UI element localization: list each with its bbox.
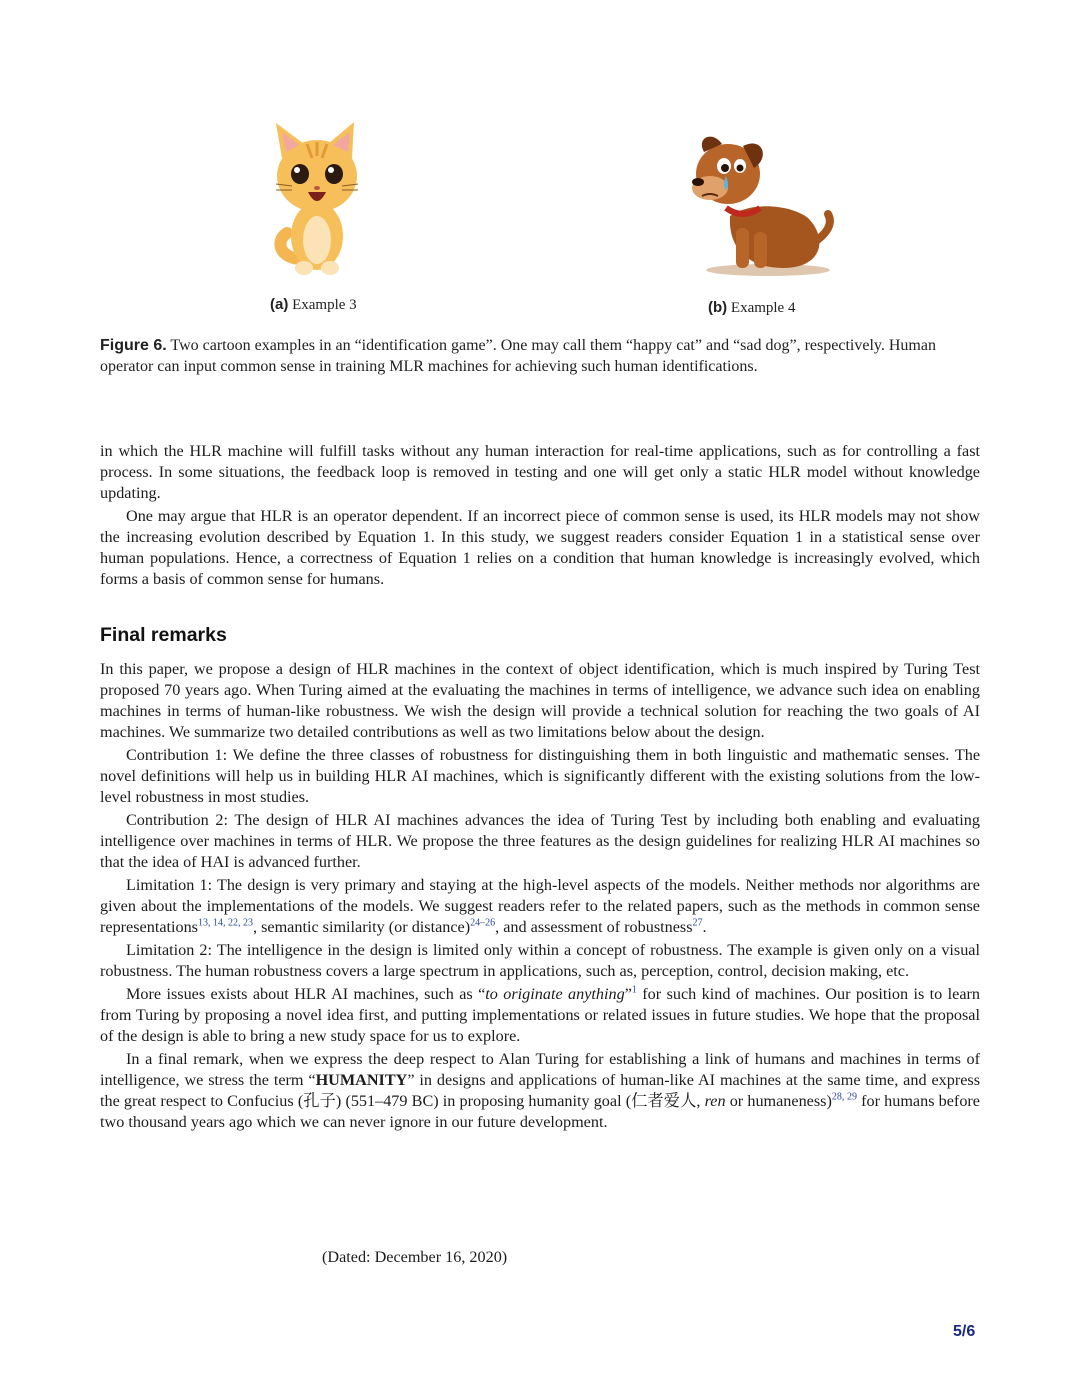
text: ” in designs and applications of human-like AI machines at the same time, and express the great respect to Confucius (孔子) (551–479 BC) in proposing humanity goal (仁者爱人, — [100, 1071, 980, 1110]
subfigure-b-label: (b) — [708, 299, 728, 316]
final-remarks-body — [100, 659, 980, 1135]
figure-6b-dog-image — [688, 128, 836, 278]
subfigure-a-label: (a) — [270, 296, 289, 313]
figure-6a-cat-image — [262, 118, 380, 283]
paragraph: Limitation 2: The intelligence in the design is limited only within a concept of robustness. The example is given only on a visual robustness. The human robustness covers a large spectrum in applications, such as, perception, control, decision making, etc. — [100, 941, 980, 980]
paragraph — [100, 875, 980, 938]
citation-link[interactable]: 1 — [631, 984, 637, 996]
paragraph — [100, 1049, 980, 1133]
citation-link[interactable]: 13, 14, 22, 23 — [198, 917, 253, 929]
text: for such kind of machines. Our position is to learn from Turing by proposing a novel idea first, and putting implementations or related issues in future studies. We hope that the proposal of the design is able to bring a new study space for us to explore. — [100, 985, 980, 1045]
italic-text: ren — [704, 1092, 726, 1110]
page-number: 5/6 — [953, 1323, 976, 1340]
text: . — [702, 918, 707, 936]
paragraph: One may argue that HLR is an operator dependent. If an incorrect piece of common sense is used, its HLR models may not show the increasing evolution described by Equation 1. In this study, we suggest readers consider Equation 1 in a statistical sense over human populations. Hence, a correctness of Equation 1 relies on a condition that human knowledge is increasingly evolved, which forms a basis of common sense for humans. — [100, 507, 980, 588]
subfigure-a-text: Example 3 — [292, 297, 357, 313]
subfigure-b-caption — [708, 299, 795, 317]
bold-text: HUMANITY — [315, 1071, 408, 1089]
subfigure-b-text: Example 4 — [730, 300, 796, 316]
citation-link[interactable]: 24–26 — [470, 917, 496, 929]
citation-link[interactable]: 27 — [692, 917, 703, 929]
citation-link[interactable]: 28, 29 — [831, 1091, 857, 1103]
body-text-top — [100, 441, 980, 592]
text: ” — [624, 985, 632, 1003]
paragraph: In this paper, we propose a design of HLR machines in the context of object identification, which is much inspired by Turing Test proposed 70 years ago. When Turing aimed at the evaluating the machines in terms of intelligence, we advance such idea on enabling machines in terms of human-like robustness. We wish the design will provide a technical solution for reaching the two goals of AI machines. We summarize two detailed contributions as well as two limitations below about the design. — [100, 660, 980, 741]
paragraph: in which the HLR machine will fulfill tasks without any human interaction for real-time applications, such as for controlling a fast process. In some situations, the feedback loop is removed in testing and one will get only a static HLR model without knowledge updating. — [100, 442, 980, 502]
paragraph — [100, 984, 980, 1047]
paragraph: Contribution 2: The design of HLR AI machines advances the idea of Turing Test by including both enabling and evaluating intelligence over machines in terms of HLR. We propose the three features as the design guidelines for realizing HLR AI machines so that the idea of HAI is advanced further. — [100, 811, 980, 871]
subfigure-a-caption — [270, 296, 357, 314]
text: More issues exists about HLR AI machines, such as “ — [126, 985, 486, 1003]
text: , semantic similarity (or distance) — [253, 918, 471, 936]
text: or humaneness) — [725, 1092, 832, 1110]
figure-caption-text: Two cartoon examples in an “identification game”. One may call them “happy cat” and “sad dog”, respectively. Human operator can input common sense in training MLR machines for achieving such human identifications. — [100, 337, 936, 375]
italic-text: to originate anything — [485, 985, 625, 1003]
text: , and assessment of robustness — [495, 918, 693, 936]
paragraph: Contribution 1: We define the three classes of robustness for distinguishing them in both linguistic and mathematic senses. The novel definitions will help us in building HLR AI machines, which is significantly different with the existing solutions from the low-level robustness in most studies. — [100, 746, 980, 806]
text: In a final remark, when we express the deep respect to Alan Turing for establishing a link of humans and machines in terms of intelligence, we stress the term “ — [100, 1050, 980, 1089]
dated-line: (Dated: December 16, 2020) — [322, 1248, 508, 1266]
text: Limitation 1: The design is very primary and staying at the high-level aspects of the models. Neither methods nor algorithms are given about the implementations of the models. We suggest readers refer to the related papers, such as the methods in common sense representations — [100, 876, 980, 936]
figure-caption-label: Figure 6. — [100, 337, 167, 354]
section-title: Final remarks — [100, 624, 227, 646]
figure-caption — [100, 335, 960, 377]
text: for humans before two thousand years ago which we can never ignore in our future development. — [100, 1092, 980, 1131]
